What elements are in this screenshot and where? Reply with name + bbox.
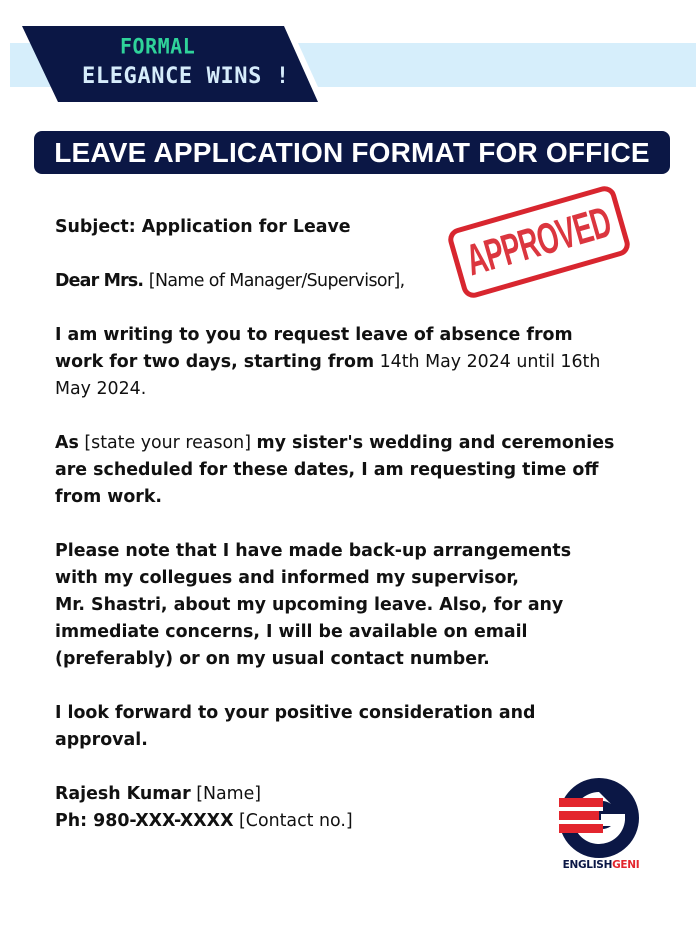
signature-phone: Ph: 980-XXX-XXXX (55, 811, 234, 831)
paragraph-arrangements: Please note that I have made back-up arrangements with my collegues and informed my supervisor, Mr. Shastri, about my upcoming leave. Also, for any immediate concerns, I will be available on email (preferably) or on my usual contact number. (55, 541, 572, 669)
signature-name: Rajesh Kumar (55, 784, 191, 804)
page-title: LEAVE APPLICATION FORMAT FOR OFFICE (54, 136, 650, 168)
tagline-line1: FORMAL (120, 33, 196, 59)
paragraph-reason: As [state your reason] my sister's wedding and ceremonies are scheduled for these dates, I am requesting time off from work. (55, 433, 615, 507)
signature-block: Rajesh Kumar [Name] Ph: 980-XXX-XXXX [Contact no.] (55, 784, 353, 831)
subject-line: Subject: Application for Leave (55, 217, 351, 237)
letter-body (55, 214, 615, 835)
salutation: Dear Mrs. [Name of Manager/Supervisor], (55, 271, 405, 291)
paragraph-closing: I look forward to your positive consideration and approval. (55, 703, 536, 750)
paragraph-request: I am writing to you to request leave of absence from work for two days, starting from 14th May 2024 until 16th May 2024. (55, 325, 601, 399)
header-banner (0, 0, 696, 110)
page-title-bar (34, 131, 670, 174)
banner-light-band-right (298, 43, 696, 87)
englishgeni-logo-icon (559, 778, 639, 858)
tagline-line2: ELEGANCE WINS ! (82, 64, 290, 89)
logo-brand-text: ENGLISHGENI (562, 859, 640, 871)
stamp-label: APPROVED (461, 197, 617, 286)
